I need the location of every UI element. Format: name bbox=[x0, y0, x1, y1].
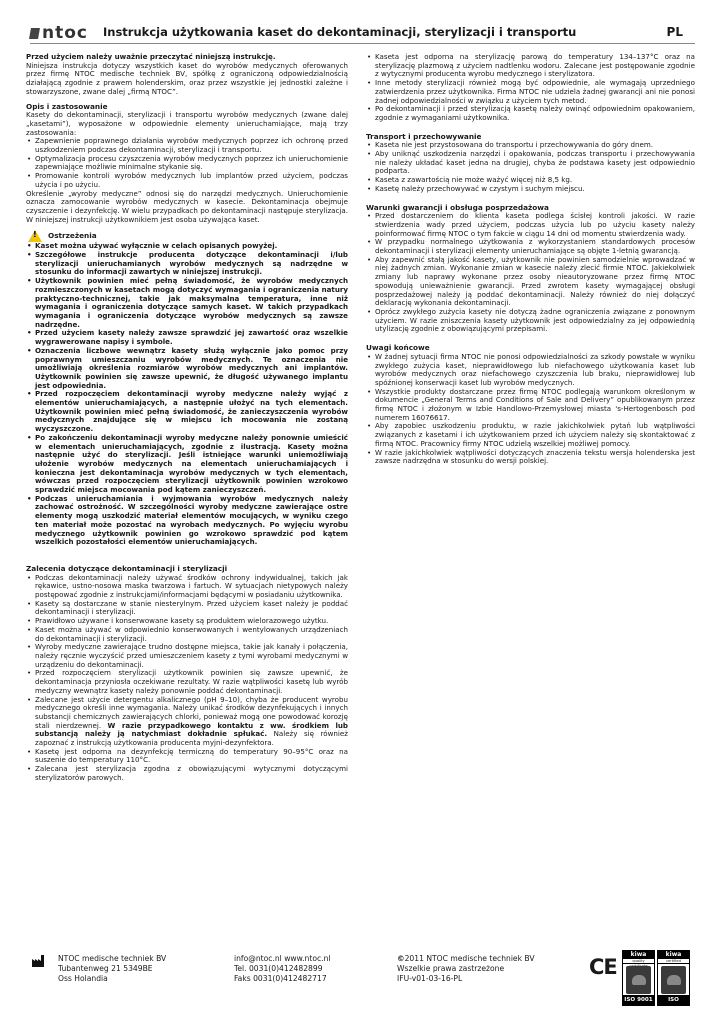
list-item: • Szczegółowe instrukcje producenta dotyczące dekontaminacji i/lub sterylizacji unieruchamianych wyrobów medycznych są nadrzędne w stosunku do informacji zawartych w niniejszej instrukcji. bbox=[26, 251, 348, 277]
list-item: • Aby zapobiec uszkodzeniu produktu, w razie jakichkolwiek pytań lub wątpliwości związanych z kasetami i ich użytkowaniem przed ich użyciem należy się skontaktować z firmą NTOC. Pracownicy firmy NTOC udzielą wszelkiej możliwej pomocy. bbox=[366, 422, 695, 448]
detergent-text: Zalecane jest użycie detergentu alkalicznego (pH 9–10), chyba że producent wyrobu medycznego określi inne wymagania. Należy unikać środków dezynfekujących i innych substancji chemicznych zawierających chlorki, ponieważ mogą one powodować korozję stali nierdzewnej. bbox=[35, 694, 348, 730]
city: Oss Holandia bbox=[58, 974, 108, 983]
document-title: Instrukcja użytkowania kaset do dekontaminacji, sterylizacji i transportu bbox=[103, 25, 577, 39]
list-item: • Inne metody sterylizacji również mogą być odpowiednie, ale wymagają uprzedniego zatwierdzenia przez użytkownika. Firma NTOC nie udziela żadnej gwarancji ani nie ponosi żadnej odpowiedzialności w związku z użyciem tych metod. bbox=[366, 79, 695, 105]
detergent-bold: W razie przypadkowego kontaktu z ww. środkiem lub substancją należy ją natychmiast dokładnie spłukać. bbox=[35, 720, 349, 739]
list-item: • Przed rozpoczęciem dekontaminacji wyroby medyczne należy wyjąć z elementów unieruchamiających, a następnie ułożyć na tych elementach. Użytkownik powinien mieć pełną świadomość, że zanieczyszczenia wyrobów medycznych znajdujące się w miejscu ich mocowania nie zostaną wyczyszczone. bbox=[26, 390, 348, 434]
footer-contact bbox=[234, 954, 331, 984]
list-item: • Podczas unieruchamiania i wyjmowania wyrobów medycznych należy zachować ostrożność. W szczególności wyroby medyczne zawierające ostre elementy mogą uszkodzić materiał elementów mocujących, w wyniku czego ten materiał może pozostać na wyrobach medycznych. Po wyjęciu wyrobu medycznego użytkownik powinien go wzrokowo sprawdzić pod kątem wszelkich pozostałości elementów unieruchamiających. bbox=[26, 495, 348, 547]
transport-list bbox=[366, 141, 695, 193]
ce-mark-icon: CE bbox=[589, 955, 617, 979]
warnings-list bbox=[26, 242, 348, 547]
document-header bbox=[30, 24, 695, 44]
warranty-list bbox=[366, 212, 695, 334]
left-column bbox=[26, 53, 348, 789]
list-item: • Oprócz zwykłego zużycia kasety nie dotyczą żadne ograniczenia związane z ponownym użyciem. W razie zniszczenia kasety użytkownik jest odpowiedzialny za jej odpowiednią utylizację zgodnie z obowiązującymi przepisami. bbox=[366, 308, 695, 334]
iso-label: ISO 9001 bbox=[624, 997, 653, 1003]
warranty-heading: Warunki gwarancji i obsługa posprzedażowa bbox=[366, 202, 549, 212]
copyright-text: 2011 NTOC medische techniek BV bbox=[404, 954, 535, 963]
list-item: • Promowanie kontroli wyrobów medycznych lub implantów przed użyciem, podczas użycia i po użyciu. bbox=[26, 172, 348, 189]
document-code: IFU-v01-03-16-PL bbox=[397, 974, 463, 983]
list-item: • Aby uniknąć uszkodzenia narzędzi i opakowania, podczas transportu i przechowywania nie należy układać kaset jedna na drugiej, chyba że podstawa kasety jest odpowiednio podparta. bbox=[366, 150, 695, 176]
list-item: • Oznaczenia liczbowe wewnątrz kasety służą wyłącznie jako pomoc przy poprawnym umieszczaniu wyrobów medycznych. Te oznaczenia nie umożliwiają określenia rozmiarów wyrobów medycznych ani implantów. Użytkownik powinien się zawsze upewnić, że długość używanego implantu jest odpowiednia. bbox=[26, 347, 348, 391]
manufacturer-icon bbox=[31, 954, 45, 968]
kiwa-label: kiwa bbox=[658, 951, 689, 959]
list-item: • Po dekontaminacji i przed sterylizacją kasetę należy owinąć odpowiednim opakowaniem, zgodnie z wymaganiami użytkownika. bbox=[366, 105, 695, 122]
intro-text: Niniejsza instrukcja dotyczy wszystkich kaset do wyrobów medycznych oferowanych przez firmę NTOC medische techniek BV, spółkę z ograniczoną odpowiedzialnością działającą zgodnie z prawem holenderskim, oraz przez wszystkie jej jednostki zależne i stowarzyszone, zwane dalej „firmą NTOC”. bbox=[26, 60, 348, 96]
kiwa-label: kiwa bbox=[623, 951, 654, 959]
cert-sub-label: certified bbox=[658, 959, 689, 964]
list-item: • Podczas dekontaminacji należy używać środków ochrony indywidualnej, takich jak rękawice, ustno-nosowa maska twarzowa i fartuch. W sytuacjach nietypowych należy postępować zgodnie z instrukcjami/informacjami będącymi w posiadaniu użytkownika. bbox=[26, 574, 348, 600]
list-item: • Kaseta nie jest przystosowana do transportu i przechowywania do góry dnem. bbox=[366, 141, 695, 150]
company-name: NTOC medische techniek BV bbox=[58, 954, 167, 963]
desc-heading: Opis i zastosowanie bbox=[26, 101, 108, 111]
list-item: • Wyroby medyczne zawierające trudno dostępne miejsca, takie jak kanały i połączenia, należy ręcznie wyczyścić przed umieszczeniem kasety z tymi wyrobami medycznymi w urządzeniu do dekontaminacji. bbox=[26, 643, 348, 669]
rights-reserved: Wszelkie prawa zastrzeżone bbox=[397, 964, 505, 973]
list-item: • Kasety są dostarczane w stanie niesterylnym. Przed użyciem kaset należy je poddać dekontaminacji i sterylizacji. bbox=[26, 600, 348, 617]
desc-after: Określenie „wyroby medyczne” odnosi się do narzędzi medycznych. Unieruchomienie oznacza zamocowanie wyrobów medycznych w kasecie. Dekontaminacja obejmuje czyszczenie i dezynfekcję. W wielu przypadkach po dekontaminacji następuje sterylizacja. W niniejszej instrukcji użytkownikiem jest osoba używająca kaset. bbox=[26, 188, 348, 224]
list-item bbox=[26, 696, 348, 748]
rec-heading: Zalecenia dotyczące dekontaminacji i sterylizacji bbox=[26, 563, 228, 573]
intro-bold: Przed użyciem należy uważnie przeczytać niniejszą instrukcję. bbox=[26, 52, 276, 61]
iso9001-badge bbox=[622, 950, 655, 1006]
list-item: • Optymalizacja procesu czyszczenia wyrobów medycznych poprzez ich unieruchomienie zapewniające możliwie minimalne stykanie się. bbox=[26, 155, 348, 172]
intro-paragraph bbox=[26, 53, 348, 97]
desc-text: Kasety do dekontaminacji, sterylizacji i transportu wyrobów medycznych (zwane dalej „kasetami”), wyposażone w odpowiednie elementy unieruchamiające, mają trzy zastosowania: bbox=[26, 110, 348, 137]
street: Tubantenweg 21 5349BE bbox=[58, 964, 153, 973]
list-item: • Kaset można używać w odpowiednio konserwowanych i wentylowanych urządzeniach do dekontaminacji i sterylizacji. bbox=[26, 626, 348, 643]
copyright-line bbox=[397, 954, 535, 964]
list-item: • Przed dostarczeniem do klienta kaseta podlega ścisłej kontroli jakości. W razie stwierdzenia wady przed użyciem, podczas użycia lub po użyciu kasety należy poinformować firmę NTOC o tym fakcie w ciągu 14 dni od momentu stwierdzenia wady. bbox=[366, 212, 695, 238]
list-item: • W przypadku normalnego użytkowania z wykorzystaniem standardowych procesów dekontaminacji i sterylizacji elementy unieruchamiające są objęte 1-letnią gwarancją. bbox=[366, 238, 695, 255]
logo-mark-icon bbox=[29, 28, 40, 39]
list-item: • Przed użyciem kasety należy zawsze sprawdzić jej zawartość oraz wszelkie wygrawerowane napisy i symbole. bbox=[26, 329, 348, 346]
transport-heading: Transport i przechowywanie bbox=[366, 131, 482, 141]
detergent-text-end: Należy się również zapoznać z instrukcją użytkowania producenta myjni-dezynfektora. bbox=[35, 729, 348, 748]
footer-copyright bbox=[397, 954, 535, 984]
list-item: • Kaset można używać wyłącznie w celach opisanych powyżej. bbox=[26, 242, 348, 251]
final-heading: Uwagi końcowe bbox=[366, 343, 430, 353]
list-item: • Użytkownik powinien mieć pełną świadomość, że wyrobów medycznych rozmieszczonych w kasetach mogą dotyczyć wymagania i ograniczenia natury praktyczno-technicznej, takie jak maksymalna temperatura, inne niż wymagania i ograniczenia dotyczące samych kaset. W takich przypadkach wymagania i ograniczenia dotyczące wyrobów medycznych są zawsze nadrzędne. bbox=[26, 277, 348, 329]
desc-list bbox=[26, 137, 348, 189]
list-item: • Zapewnienie poprawnego działania wyrobów medycznych poprzez ich ochronę przed uszkodzeniem podczas dekontaminacji, sterylizacji i transportu. bbox=[26, 137, 348, 154]
list-item: • W razie jakichkolwiek wątpliwości dotyczących znaczenia tekstu wersja holenderska jest zawsze nadrzędna w stosunku do wersji polskiej. bbox=[366, 449, 695, 466]
email-web: info@ntoc.nl www.ntoc.nl bbox=[234, 954, 331, 963]
list-item: • Przed rozpoczęciem sterylizacji użytkownik powinien się zawsze upewnić, że dekontaminacja przyniosła oczekiwane rezultaty. W razie wątpliwości kasetę lub wyrób medyczny wewnątrz kasety należy ponownie poddać dekontaminacji. bbox=[26, 669, 348, 695]
list-item: • Prawidłowo używane i konserwowane kasety są produktem wielorazowego użytku. bbox=[26, 617, 348, 626]
list-item: • W żadnej sytuacji firma NTOC nie ponosi odpowiedzialności za szkody powstałe w wyniku zwykłego zużycia kaset, nieprawidłowego lub niefachowego użytkowania kaset lub wyrobów medycznych oraz niefachowego czyszczenia lub braku, nieprawidłowej lub spóźnionej konserwacji kaset lub wyrobów medycznych. bbox=[366, 353, 695, 388]
list-item: • Po zakończeniu dekontaminacji wyroby medyczne należy ponownie umieścić w elementach unieruchamiających, zgodnie z ilustracją. Kasety można następnie użyć do sterylizacji. Jeśli istniejące warunki uniemożliwiają ułożenie wyrobów medycznych na elementach unieruchamiających i konieczna jest dekontaminacja wyrobów medycznych w tych elementach, wówczas przed rozpoczęciem sterylizacji użytkownik powinien wzrokowo sprawdzić miejsca mocowania pod kątem zanieczyszczeń. bbox=[26, 434, 348, 495]
kiwa-animal-icon bbox=[626, 966, 651, 994]
iso13485-badge bbox=[657, 950, 690, 1013]
final-list bbox=[366, 353, 695, 466]
fax: Faks 0031(0)412482717 bbox=[234, 974, 327, 983]
steril-list bbox=[366, 53, 695, 123]
list-item: • Kasetę jest odporna na dezynfekcję termiczną do temperatury 90–95°C oraz na suszenie do temperatury 110°C. bbox=[26, 748, 348, 765]
list-item: • Kaseta z zawartością nie może ważyć więcej niż 8,5 kg. bbox=[366, 176, 695, 185]
list-item: • Wszystkie produkty dostarczane przez firmę NTOC podlegają warunkom określonym w dokumencie „General Terms and Conditions of Sale and Delivery” opublikowanym przez firmę NTOC i złożonym w Izbie Handlowo-Przemysłowej miasta 's-Hertogenbosch pod numerem 16076617. bbox=[366, 388, 695, 423]
language-code: PL bbox=[666, 25, 683, 39]
logo-text: ntoc bbox=[42, 23, 88, 43]
copyright-icon: © bbox=[397, 954, 405, 963]
iso-label: ISO 13485 bbox=[658, 995, 689, 1005]
list-item: • Zalecana jest sterylizacja zgodna z obowiązującymi wytycznymi dotyczącymi sterylizatorów parowych. bbox=[26, 765, 348, 782]
right-column bbox=[366, 53, 695, 472]
footer-address bbox=[58, 954, 166, 984]
ntoc-logo bbox=[30, 24, 88, 42]
kiwa-animal-icon bbox=[661, 966, 686, 994]
list-item: • Kaseta jest odporna na sterylizację parową do temperatury 134–137°C oraz na sterylizację plazmową z użyciem nadtlenku wodoru. Zalecane jest postępowanie zgodnie z wytycznymi producenta wyrobu medycznego i sterylizatora. bbox=[366, 53, 695, 79]
list-item: • Kasetę należy przechowywać w czystym i suchym miejscu. bbox=[366, 185, 695, 194]
warnings-heading: Ostrzeżenia bbox=[48, 231, 97, 240]
phone: Tel. 0031(0)412482899 bbox=[234, 964, 323, 973]
cert-sub-label: quality bbox=[623, 959, 654, 964]
rec-list bbox=[26, 574, 348, 783]
list-item: • Aby zapewnić stałą jakość kasety, użytkownik nie powinien samodzielnie wprowadzać w niej żadnych zmian. Wykonanie zmian w kasecie należy zlecić firmie NTOC. Jakiekolwiek zmiany lub naprawy wykonane przez osoby nieautoryzowane przez firmę NTOC spowodują unieważnienie gwarancji. Przed zwrotem kasety wymagającej obsługi posprzedażowej należy ją poddać dekontaminacji. Należy również do niej dołączyć deklarację wykonania dekontaminacji. bbox=[366, 256, 695, 308]
